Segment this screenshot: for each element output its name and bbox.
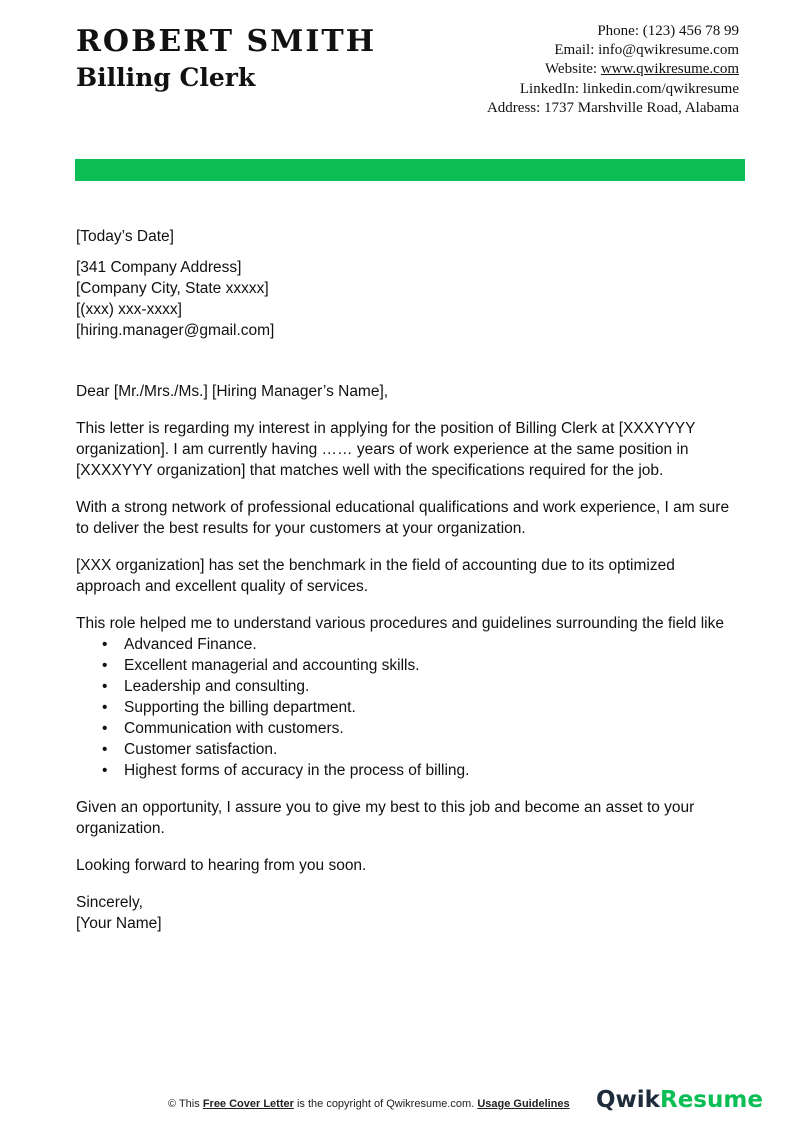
address-value: 1737 Marshville Road, Alabama <box>544 99 739 116</box>
salutation: Dear [Mr./Mrs./Ms.] [Hiring Manager’s Name], <box>76 383 389 400</box>
email-label: Email: <box>554 42 595 59</box>
contact-website <box>439 60 739 79</box>
copyright-prefix: © This <box>168 1098 200 1110</box>
recipient-address: [341 Company Address] <box>76 259 242 276</box>
paragraph-3: [XXX organization] has set the benchmark in the field of accounting due to its optimized approach and excellent quality of services. <box>76 557 675 595</box>
recipient-block <box>76 257 732 341</box>
sign-off: Sincerely, <box>76 894 143 911</box>
free-cover-letter-link[interactable]: Free Cover Letter <box>202 1098 294 1110</box>
logo-text-resume: Resume <box>659 1087 763 1113</box>
paragraph-4: This role helped me to understand various procedures and guidelines surrounding the field like <box>76 615 724 632</box>
looking-forward-line: Looking forward to hearing from you soon. <box>76 857 367 874</box>
closing-paragraph: Given an opportunity, I assure you to give my best to this job and become an asset to your organization. <box>76 799 695 837</box>
letter-date: [Today’s Date] <box>76 228 174 245</box>
contact-linkedin <box>439 80 739 99</box>
address-label: Address: <box>486 99 541 116</box>
list-item: • Highest forms of accuracy in the process of billing. <box>124 760 732 781</box>
linkedin-label: LinkedIn: <box>519 80 580 97</box>
linkedin-value: linkedin.com/qwikresume <box>582 80 739 97</box>
qwikresume-logo <box>596 1087 763 1113</box>
phone-value: (123) 456 78 99 <box>642 23 739 39</box>
contact-address <box>439 99 739 118</box>
contact-block <box>439 22 739 118</box>
list-item: • Communication with customers. <box>124 718 732 739</box>
job-title: Billing Clerk <box>76 63 256 92</box>
paragraph-2: With a strong network of professional educational qualifications and work experience, I am sure to deliver the best results for your customers at your organization. <box>76 499 730 537</box>
applicant-name: ROBERT SMITH <box>76 24 377 59</box>
recipient-city-state: [Company City, State xxxxx] <box>76 280 269 297</box>
logo-text-qwik: Qwik <box>596 1087 660 1113</box>
website-link[interactable]: www.qwikresume.com <box>600 61 739 78</box>
signature-name: [Your Name] <box>76 915 162 932</box>
list-item: • Supporting the billing department. <box>124 697 732 718</box>
copyright-middle: is the copyright of Qwikresume.com. <box>296 1098 475 1110</box>
email-value: info@qwikresume.com <box>598 42 739 59</box>
letter-body <box>76 226 732 934</box>
list-item: • Advanced Finance. <box>124 634 732 655</box>
recipient-phone: [(xxx) xxx-xxxx] <box>76 301 182 318</box>
skills-list <box>76 634 732 781</box>
usage-guidelines-link[interactable]: Usage Guidelines <box>477 1098 570 1110</box>
recipient-email: [hiring.manager@gmail.com] <box>76 322 275 339</box>
phone-label: Phone: <box>597 23 639 39</box>
list-item: • Leadership and consulting. <box>124 676 732 697</box>
contact-phone <box>439 22 739 41</box>
contact-email <box>439 41 739 60</box>
list-item: • Excellent managerial and accounting skills. <box>124 655 732 676</box>
header-divider-bar <box>75 159 745 181</box>
copyright-note <box>168 1098 570 1110</box>
list-item: • Customer satisfaction. <box>124 739 732 760</box>
website-label: Website: <box>544 61 598 78</box>
paragraph-1: This letter is regarding my interest in applying for the position of Billing Clerk at [XXXYYYY organization]. I am currently having …… years of work experience at the same position in [XXXXYYY organization] that matches well with the specifications required for the job. <box>76 420 696 479</box>
